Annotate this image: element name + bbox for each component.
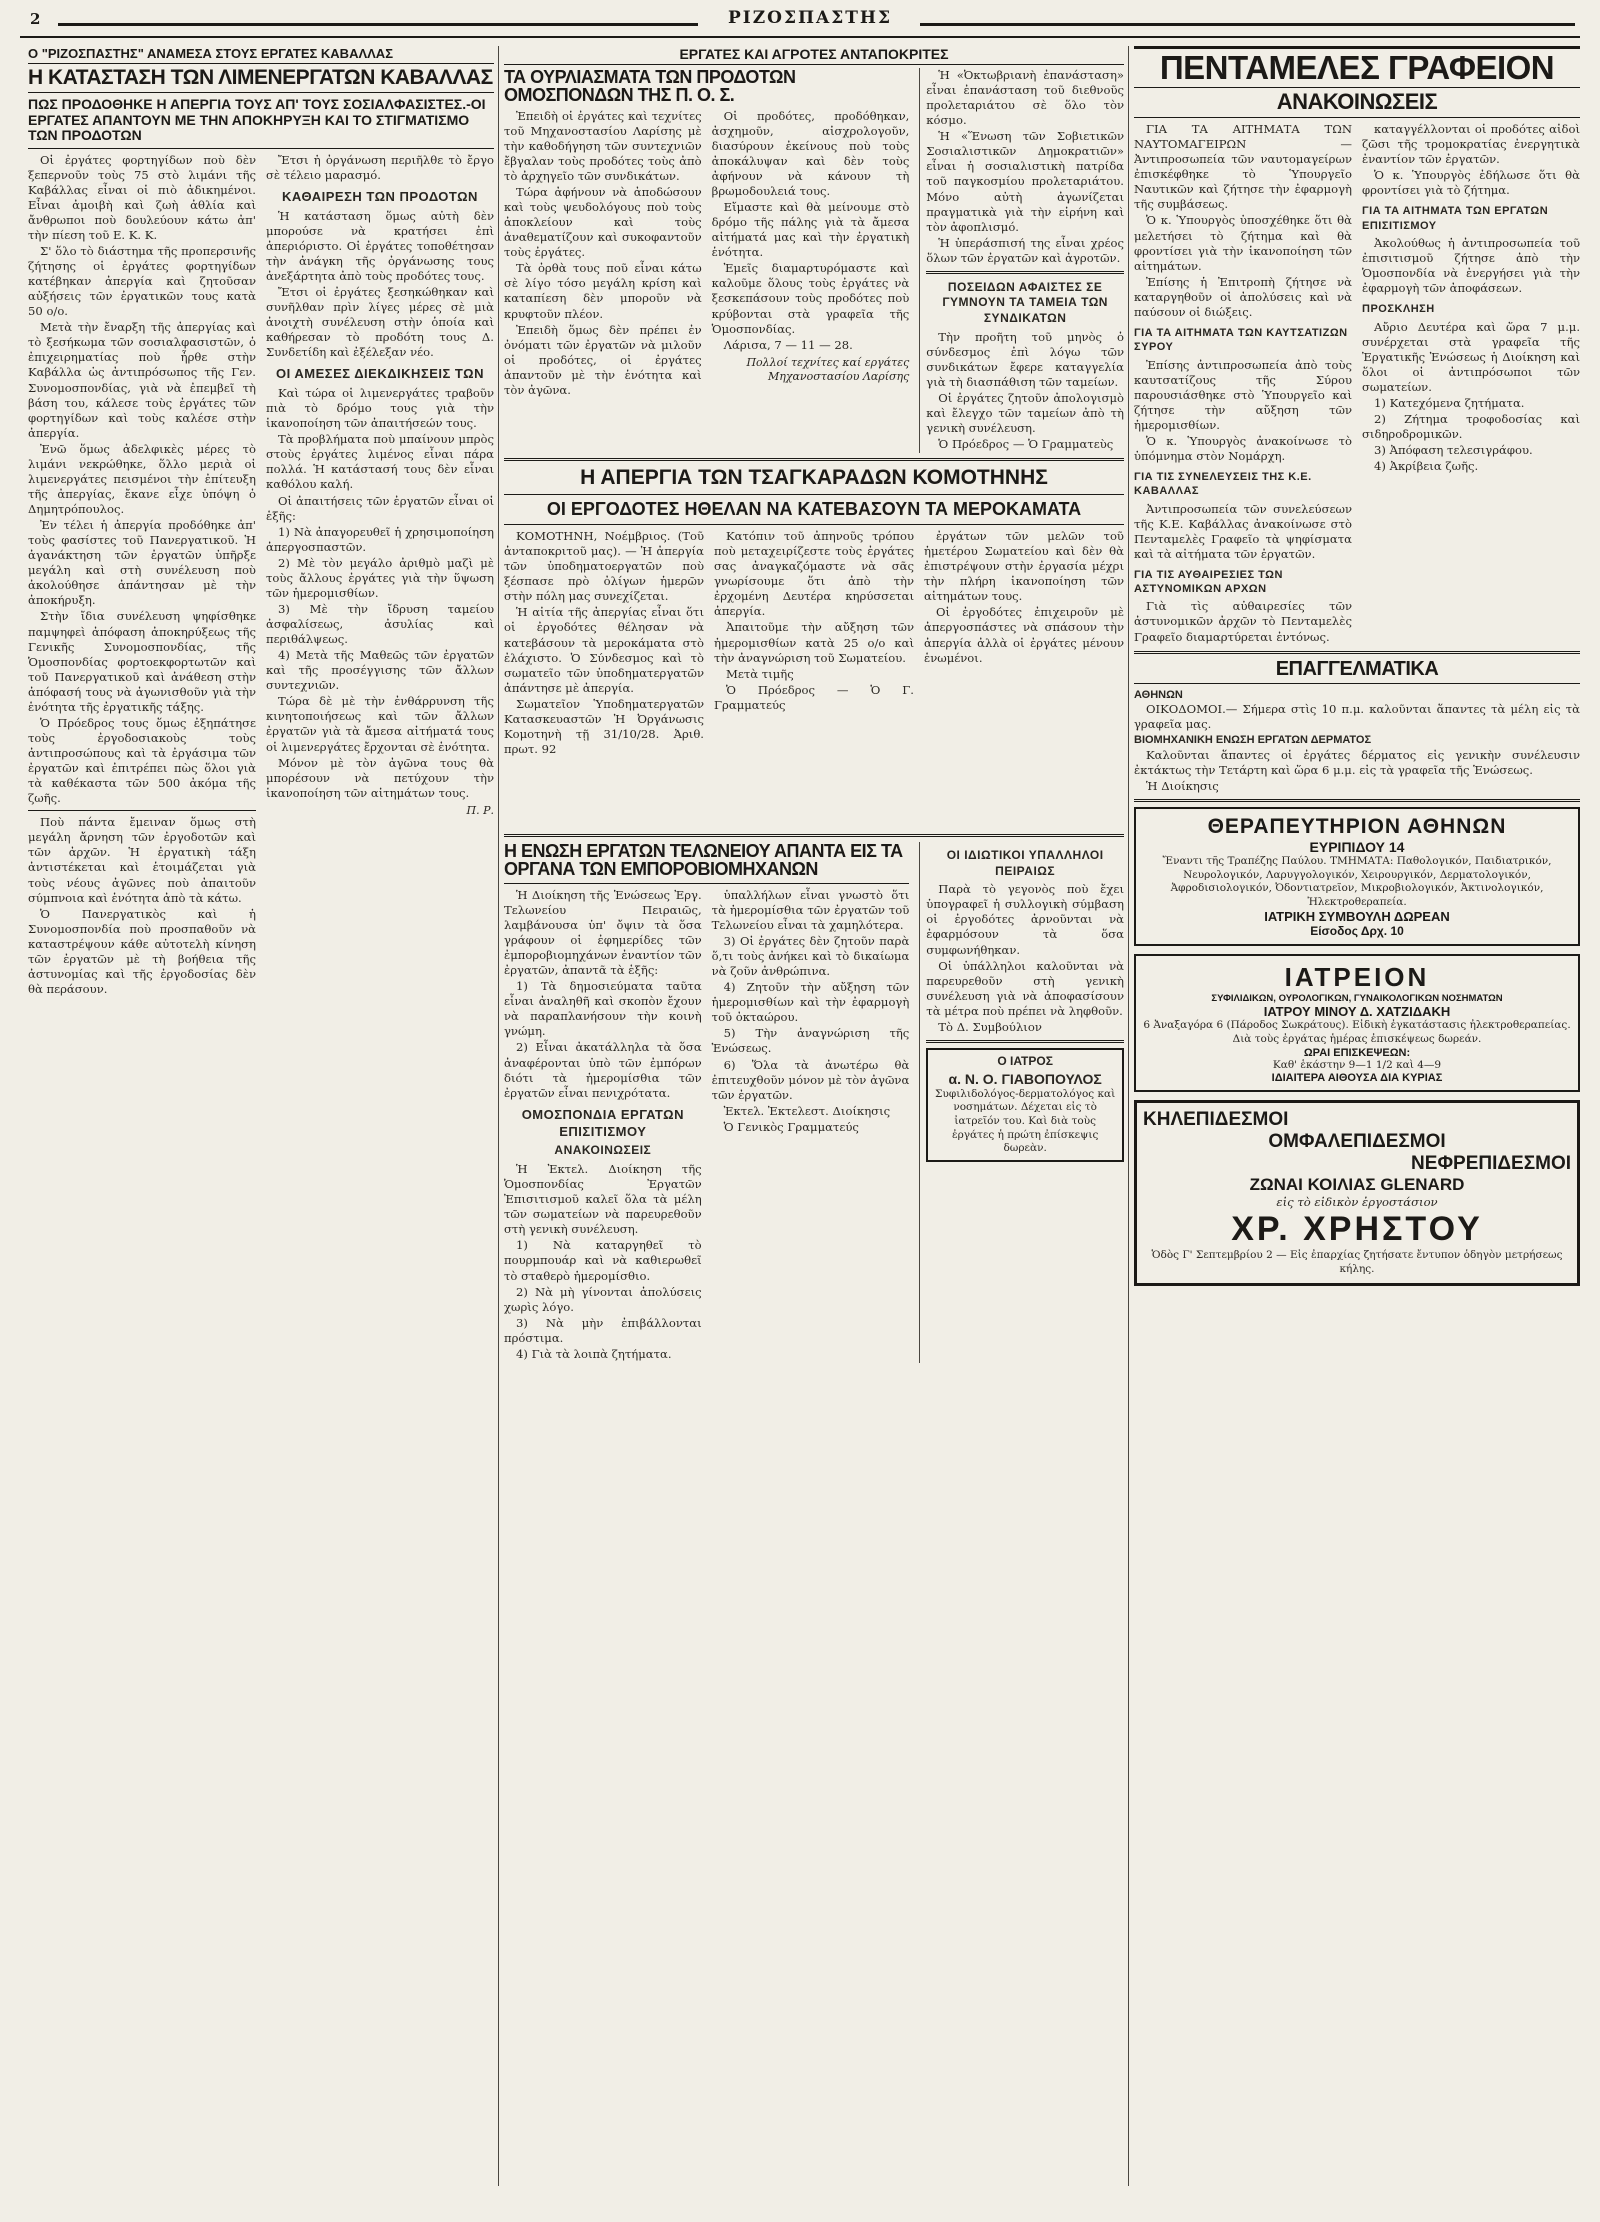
column-left bbox=[28, 46, 494, 2186]
article: Η ΕΝΩΣΗ ΕΡΓΑΤΩΝ ΤΕΛΩΝΕΙΟΥ ΑΠΑΝΤΑ ΕΙΣ ΤΑ ΟΡΓΑΝΑ ΤΩΝ ΕΜΠΟΡΟΒΙΟΜΗΧΑΝΩΝ Ἡ Διοίκηση τῆς Ἑνώσεως Ἐργ. Τελωνείου Πειραιῶς, λαμβάνουσα ὑπ' ὄψιν τὰ ὅσα γράφουν οἱ ἐφημερίδες τῶν ἐμποροβιομηχάνων ἐναντίον τῶν ἐργατῶν, ἀπαντᾶ τὰ ἑξῆς: 1) Τὰ δημοσιεύματα ταῦτα εἶναι ἀναληθῆ καὶ σκοπὸν ἔχουν νὰ παραπλανήσουν τὴν κοινὴ γνώμη. 2) Εἶναι ἀκατάλληλα τὰ ὅσα ἀναφέρονται ὑπὸ τῶν ἐμπόρων διότι τὰ ἡμερομίσθια τῶν ἐργατῶν εἶναι πενιχρότατα. ΟΜΟΣΠΟΝΔΙΑ ΕΡΓΑΤΩΝ ΕΠΙΣΙΤΙΣΜΟΥ ΑΝΑΚΟΙΝΩΣΕΙΣ Ἡ Ἐκτελ. Διοίκηση τῆς Ὁμοσπονδίας Ἐργατῶν Ἐπισιτισμοῦ καλεῖ ὅλα τὰ μέλη τῶν σωματείων νὰ παρευρεθοῦν στὴ γενικὴ συνέλευση. 1) Νὰ καταργηθεῖ τὸ πουρμπουάρ καὶ νὰ καθιερωθεῖ τὸ σταθερὸ ἡμερομίσθιο. 2) Νὰ μὴ γίνονται ἀπολύσεις χωρὶς λόγο. 3) Νὰ μὴν ἐπιβάλλονται πρόστιμα. 4) Γιὰ τὰ λοιπὰ ζητήματα. ὑπαλλήλων εἶναι γνωστὸ ὅτι τὰ ἡμερομίσθια τῶν ἐργατῶν τοῦ Τελωνείου εἶναι τὰ χαμηλότερα. 3) Οἱ ἐργάτες δὲν ζητοῦν παρὰ ὅ,τι τοὺς ἀνήκει καὶ τὸ δικαίωμα νὰ ζοῦν ἀνθρώπινα. 4) Ζητοῦν τὴν αὔξηση τῶν ἡμερομισθίων καὶ τὴν ἐφαρμογὴ τοῦ ὀκταώρου. 5) Τὴν ἀναγνώριση τῆς Ἑνώσεως. 6) Ὅλα τὰ ἀνωτέρω θὰ ἐπιτευχθοῦν μόνον μὲ τὸν ἀγῶνα τῶν ἐργατῶν. Ἐκτελ. Ἐκτελεστ. Διοίκησις Ὁ Γενικὸς Γραμματεύς bbox=[504, 841, 910, 1361]
article-headline: Η ΕΝΩΣΗ ΕΡΓΑΤΩΝ ΤΕΛΩΝΕΙΟΥ ΑΠΑΝΤΑ ΕΙΣ ΤΑ ΟΡΓΑΝΑ ΤΩΝ ΕΜΠΟΡΟΒΙΟΜΗΧΑΝΩΝ bbox=[504, 841, 903, 880]
divider bbox=[28, 92, 494, 93]
article-kicker: Ο "ΡΙΖΟΣΠΑΣΤΗΣ" ΑΝΑΜΕΣΑ ΣΤΟΥΣ ΕΡΓΑΤΕΣ ΚΑΒΑΛΛΑΣ bbox=[28, 46, 494, 64]
middle-bottom bbox=[504, 842, 1124, 1363]
divider bbox=[28, 148, 494, 149]
middle-top bbox=[504, 68, 1124, 453]
article-headline: Η ΑΠΕΡΓΙΑ ΤΩΝ ΤΣΑΓΚΑΡΑΔΩΝ ΚΟΜΟΤΗΝΗΣ bbox=[580, 466, 1048, 490]
article-headline: Η ΚΑΤΑΣΤΑΣΗ ΤΩΝ ΛΙΜΕΝΕΡΓΑΤΩΝ ΚΑΒΑΛΛΑΣ bbox=[28, 66, 493, 89]
article-text-col: Ἔτσι ἡ ὀργάνωση περιῆλθε τὸ ἔργο σὲ τέλειο μαρασμό. ΚΑΘΑΙΡΕΣΗ ΤΩΝ ΠΡΟΔΟΤΩΝ Ἡ κατάσταση ὅμως αὐτὴ δὲν μπορούσε νὰ κρατήσει ἐπὶ ἀπεριόριστο. Οἱ ἐργάτες τοποθέτησαν τὴν ἀνάγκη τῆς ὀργάνωσης τους ἀνεξάρτητα ἀπὸ τοὺς προδότες τους. Ἔτσι οἱ ἐργάτες ξεσηκώθηκαν καὶ συνῆλθαν πρὶν λίγες μέρες σὲ μιὰ ἀνοιχτὴ συνέλευση στὴν ὁποία καὶ καθήρεσαν τὸ προδότη τους Δ. Συνδετίδη καὶ ἐξέλεξαν νέο. ΟΙ ΑΜΕΣΕΣ ΔΙΕΚΔΙΚΗΣΕΙΣ ΤΩΝ Καὶ τώρα οἱ λιμενεργάτες τραβοῦν πιὰ τὸ δρόμο τους γιὰ τὴν ἱκανοποίηση τῶν ἀπαιτήσεών τους. Τὰ προβλήματα ποὺ μπαίνουν μπρὸς στοὺς ἐργάτες λιμένος εἶναι πάρα πολλά. Ἡ κατάστασή τους δὲν εἶναι καθόλου καλή. Οἱ ἀπαιτήσεις τῶν ἐργατῶν εἶναι οἱ ἑξῆς: 1) Νὰ ἀπαγορευθεῖ ἡ χρησιμοποίηση ἀπεργοσπαστῶν. 2) Μὲ τὸν μεγάλο ἀριθμὸ μαζὶ μὲ τοὺς ἄλλους ἐργάτες γιὰ τὴν ὕψωση τῶν ἡμερομισθίων. 3) Μὲ τὴν ἴδρυση ταμείου ἀσφαλίσεως, ἀσυλίας καὶ περιθάλψεως. 4) Μετὰ τῆς Μαθεῶς τῶν ἐργατῶν καὶ τῆς προσέγγισης τῶν ἄλλων συντεχνιῶν. Τώρα δὲ μὲ τὴν ἐνθάρρυνση τῆς κινητοποιήσεως καὶ τῶν ἄλλων ἐργατῶν γιὰ τὰ ἄμεσα αἰτήματά τους οἱ λιμενεργάτες ἔρχονται σὲ ἑνότητα. Μόνον μὲ τὸν ἀγῶνα τους θὰ μπορέσουν νὰ πετύχουν τὴν ἱκανοποίηση τῶν αἰτημάτων τους. Π. Ρ. bbox=[266, 152, 494, 817]
ad-line: ΝΕΦΡΕΠΙΔΕΣΜΟΙ bbox=[1411, 1153, 1571, 1175]
ad-name: ΙΑΤΡΟΥ ΜΙΝΟΥ Δ. ΧΑΤΖΙΔΑΚΗ bbox=[1263, 1004, 1451, 1020]
column-rule bbox=[1128, 46, 1129, 2186]
section-heading: ΠΡΟΣΚΛΗΣΗ bbox=[1362, 303, 1435, 316]
doctor-ad: Ο ΙΑΤΡΟΣ α. Ν. Ο. ΓΙΑΒΟΠΟΥΛΟΣ Συφιλιδολόγος-δερματολόγος καὶ νοσημάτων. Δέχεται εἰς τὸ ἰατρεῖόν του. Καὶ διὰ τοὺς ἐργάτες ἡ πρώτη ἐπίσκεψις δωρεὰν. bbox=[926, 1048, 1124, 1162]
ad-address: ΕΥΡΙΠΙΔΟΥ 14 bbox=[1309, 838, 1405, 855]
section-heading: ΚΑΘΑΙΡΕΣΗ ΤΩΝ ΠΡΟΔΟΤΩΝ bbox=[282, 188, 478, 204]
signature: Πολλοί τεχνίτες καί εργάτες Μηχανοστασίου Λαρίσης bbox=[746, 355, 910, 384]
ad-line: ΙΑΤΡΙΚΗ ΣΥΜΒΟΥΛΗ ΔΩΡΕΑΝ bbox=[1264, 909, 1450, 925]
ad-line: ΖΩΝΑΙ ΚΟΙΛΙΑΣ GLENARD bbox=[1249, 1175, 1465, 1195]
divider bbox=[1134, 683, 1580, 684]
divider bbox=[1134, 117, 1580, 118]
ad-hours: ΩΡΑΙ ΕΠΙΣΚΕΨΕΩΝ: bbox=[1303, 1046, 1411, 1059]
classifieds-item: ΒΙΟΜΗΧΑΝΙΚΗ ΕΝΩΣΗ ΕΡΓΑΤΩΝ ΔΕΡΜΑΤΟΣ bbox=[1134, 734, 1372, 747]
section-heading: ΟΙ ΑΜΕΣΕΣ ΔΙΕΚΔΙΚΗΣΕΙΣ ΤΩΝ bbox=[276, 366, 484, 382]
iatreion-ad: ΙΑΤΡΕΙΟΝ ΣΥΦΙΛΙΔΙΚΩΝ, ΟΥΡΟΛΟΓΙΚΩΝ, ΓΥΝΑΙΚΟΛΟΓΙΚΩΝ ΝΟΣΗΜΑΤΩΝ ΙΑΤΡΟΥ ΜΙΝΟΥ Δ. ΧΑΤΖΙΔΑΚΗ 6 Ἀναξαγόρα 6 (Πάροδος Σωκράτους). Εἰδικὴ ἐγκατάστασις ἠλεκτροθεραπείας. Διὰ τοὺς ἐργάτας ἡμέρας ἐπισκέψεως δωρεάν. ΩΡΑΙ ΕΠΙΣΚΕΨΕΩΝ: Καθ' ἑκάστην 9—1 1/2 καὶ 4—9 ΙΔΙΑΙΤΕΡΑ ΑΙΘΟΥΣΑ ΔΙΑ ΚΥΡΙΑΣ bbox=[1134, 954, 1580, 1092]
section-heading: ΓΙΑ ΤΑ ΑΙΤΗΜΑΤΑ ΤΩΝ ΚΑΥΤΣΑΤΙΖΩΝ ΣΥΡΟΥ bbox=[1134, 326, 1348, 354]
divider bbox=[28, 810, 256, 811]
divider bbox=[926, 1040, 1124, 1043]
signature: Π. Ρ. bbox=[466, 803, 494, 817]
divider bbox=[504, 494, 1124, 495]
ad-title: ΘΕΡΑΠΕΥΤΗΡΙΟΝ ΑΘΗΝΩΝ bbox=[1207, 814, 1507, 838]
article-headline: ΟΙ ΕΡΓΟΔΟΤΕΣ ΗΘΕΛΑΝ ΝΑ ΚΑΤΕΒΑΣΟΥΝ ΤΑ ΜΕΡΟΚΑΜΑΤΑ bbox=[546, 499, 1082, 520]
masthead-rule-left bbox=[58, 23, 698, 26]
therapeutirion-ad: ΘΕΡΑΠΕΥΤΗΡΙΟΝ ΑΘΗΝΩΝ ΕΥΡΙΠΙΔΟΥ 14 Ἔναντι τῆς Τραπέζης Παύλου. ΤΜΗΜΑΤΑ: Παθολογικόν, Παιδιατρικόν, Νευρολογικόν, Λαρυγγολογικόν, Χειρουργικόν, Δερματολογικόν, Ἀφροδισιολογικόν, Ὀδοντιατρεῖον, Μικροβιολογικόν, Ἀκτινολογικόν, Ἠλεκτροθεραπεία. ΙΑΤΡΙΚΗ ΣΥΜΒΟΥΛΗ ΔΩΡΕΑΝ Είσοδος Δρχ. 10 bbox=[1134, 807, 1580, 947]
classifieds-city: ΑΘΗΝΩΝ bbox=[1134, 688, 1183, 701]
ad-line: ΟΜΦΑΛΕΠΙΔΕΣΜΟΙ bbox=[1268, 1131, 1446, 1153]
section-subheadline: ΑΝΑΚΟΙΝΩΣΕΙΣ bbox=[1276, 88, 1438, 114]
section-heading: ΓΙΑ ΤΑ ΑΙΤΗΜΑΤΑ ΤΩΝ ΕΡΓΑΤΩΝ ΕΠΙΣΙΤΙΣΜΟΥ bbox=[1362, 205, 1549, 232]
ad-subtitle: ΣΥΦΙΛΙΔΙΚΩΝ, ΟΥΡΟΛΟΓΙΚΩΝ, ΓΥΝΑΙΚΟΛΟΓΙΚΩΝ ΝΟΣΗΜΑΤΩΝ bbox=[1211, 993, 1503, 1005]
paper-name: ΡΙΖΟΣΠΑΣΤΗΣ bbox=[728, 8, 892, 28]
column-right: ΠΕΝΤΑΜΕΛΕΣ ΓΡΑΦΕΙΟΝ ΑΝΑΚΟΙΝΩΣΕΙΣ ΓΙΑ ΤΑ ΑΙΤΗΜΑΤΑ ΤΩΝ ΝΑΥΤΟΜΑΓΕΙΡΩΝ — Ἀντιπροσωπεία τῶν ναυτομαγείρων ἐπισκέφθηκε τὸ Ὑπουργεῖο Ναυτικῶν καὶ ζήτησε τὴν ἐφαρμογὴ τῆς συμβάσεως. Ὁ κ. Ὑπουργὸς ὑποσχέθηκε ὅτι θὰ μελετήσει τὸ ζήτημα καὶ θὰ φροντίσει γιὰ τὴν ἱκανοποίηση τῶν αἰτημάτων. Ἐπίσης ἡ Ἐπιτροπὴ ζήτησε νὰ καταργηθοῦν οἱ ἀπολύσεις καὶ νὰ παύσουν οἱ διώξεις. ΓΙΑ ΤΑ ΑΙΤΗΜΑΤΑ ΤΩΝ ΚΑΥΤΣΑΤΙΖΩΝ ΣΥΡΟΥ Ἐπίσης ἀντιπροσωπεία ἀπὸ τοὺς καυτσατίζους τῆς Σύρου παρουσιάσθηκε στὸ Ὑπουργεῖο καὶ ζήτησε τὴν αὔξηση τῶν ἡμερομισθίων. Ὁ κ. Ὑπουργὸς ἀνακοίνωσε τὸ ὑπόμνημα στὸν Νομάρχη. ΓΙΑ ΤΙΣ ΣΥΝΕΛΕΥΣΕΙΣ ΤΗΣ Κ.Ε. ΚΑΒΑΛΛΑΣ Ἀντιπροσωπεία τῶν συνελεύσεων τῆς Κ.Ε. Καβάλλας ἀνακοίνωσε στὸ Πενταμελὲς Γραφεῖο τὰ ψηφίσματα καὶ τὰ αἰτήματα τῶν ἐργατῶν. ΓΙΑ ΤΙΣ ΑΥΘΑΙΡΕΣΙΕΣ ΤΩΝ ΑΣΤΥΝΟΜΙΚΩΝ ΑΡΧΩΝ Γιὰ τὶς αὐθαιρεσίες τῶν ἀστυνομικῶν ἀρχῶν τὸ Πενταμελὲς Γραφεῖο διαμαρτύρεται ἐντόνως. καταγγέλλονται οἱ προδότες αἰδοὶ ζῶσι τῆς τρομοκρατίας ἐνεργητικὰ ἐναντίον τῶν ἐργατῶν. Ὁ κ. Ὑπουργὸς ἐδήλωσε ὅτι θὰ φροντίσει γιὰ τὸ ζήτημα. ΓΙΑ ΤΑ ΑΙΤΗΜΑΤΑ ΤΩΝ ΕΡΓΑΤΩΝ ΕΠΙΣΙΤΙΣΜΟΥ Ἀκολούθως ἡ ἀντιπροσωπεία τοῦ ἐπισιτισμοῦ ζήτησε ἀπὸ τὴν Ὁμοσπονδία νὰ ἐνεργήσει γιὰ τὴν ἐφαρμογὴ τῶν ἀποφάσεων. ΠΡΟΣΚΛΗΣΗ Αὔριο Δευτέρα καὶ ὥρα 7 μ.μ. συνέρχεται στὰ γραφεῖα τῆς Ἐργατικῆς Ἑνώσεως ἡ Διοίκηση καὶ ὅλοι οἱ ἀντιπρόσωποι τῶν σωματείων. 1) Κατεχόμενα ζητήματα. 2) Ζήτημα τροφοδοσίας καὶ σιδηροδρομικῶν. 3) Ἀπόφαση τελεσιγράφου. 4) Ἀκρίβεια ζωῆς. ΕΠΑΓΓΕΛΜΑΤΙΚΑ ΑΘΗΝΩΝ ΟΙΚΟΔΟΜΟΙ.— Σήμερα στὶς 10 π.μ. καλοῦνται ἅπαντες τὰ μέλη εἰς τὰ γραφεῖα μας. ΒΙΟΜΗΧΑΝΙΚΗ ΕΝΩΣΗ ΕΡΓΑΤΩΝ ΔΕΡΜΑΤΟΣ Καλοῦνται ἅπαντες οἱ ἐργάτες δέρματος εἰς γενικὴν συνέλευσιν ἐκτάκτως τὴν Τετάρτη καὶ ὥρα 6 μ.μ. εἰς τὰ γραφεῖα τῆς Ἑνώσεως. Ἡ Διοίκησις ΘΕΡΑΠΕΥΤΗΡΙΟΝ ΑΘΗΝΩΝ ΕΥΡΙΠΙΔΟΥ 14 Ἔναντι τῆς Τραπέζης Παύλου. ΤΜΗΜΑΤΑ: Παθολογικόν, Παιδιατρικόν, Νευρολογικόν, Λαρυγγολογικόν, Χειρουργικόν, Δερματολογικόν, Ἀφροδισιολογικόν, Ὀδοντιατρεῖον, Μικροβιολογικόν, Ἀκτινολογικόν, Ἠλεκτροθεραπεία. ΙΑΤΡΙΚΗ ΣΥΜΒΟΥΛΗ ΔΩΡΕΑΝ Είσοδος Δρχ. 10 ΙΑΤΡΕΙΟΝ ΣΥΦΙΛΙΔΙΚΩΝ, ΟΥΡΟΛΟΓΙΚΩΝ, ΓΥΝΑΙΚΟΛΟΓΙΚΩΝ ΝΟΣΗΜΑΤΩΝ ΙΑΤΡΟΥ ΜΙΝΟΥ Δ. ΧΑΤΖΙΔΑΚΗ 6 Ἀναξαγόρα 6 (Πάροδος Σωκράτους). Εἰδικὴ ἐγκατάστασις ἠλεκτροθεραπείας. Διὰ τοὺς ἐργάτας ἡμέρας ἐπισκέψεως δωρεάν. ΩΡΑΙ ΕΠΙΣΚΕΨΕΩΝ: Καθ' ἑκάστην 9—1 1/2 καὶ 4—9 ΙΔΙΑΙΤΕΡΑ ΑΙΘΟΥΣΑ ΔΙΑ ΚΥΡΙΑΣ ΚΗΛΕΠΙΔΕΣΜΟΙ ΟΜΦΑΛΕΠΙΔΕΣΜΟΙ ΝΕΦΡΕΠΙΔΕΣΜΟΙ ΖΩΝΑΙ ΚΟΙΛΙΑΣ GLENARD εἰς τὸ εἰδικὸν ἐργοστάσιον ΧΡ. ΧΡΗΣΤΟΥ Ὁδὸς Γ' Σεπτεμβρίου 2 — Εἰς ἐπαρχίας ζητήσατε ἔντυπον ὁδηγὸν μετρήσεως κήλης. bbox=[1134, 46, 1580, 2186]
divider bbox=[926, 271, 1124, 274]
ad-fee: Είσοδος Δρχ. 10 bbox=[1310, 924, 1404, 939]
ad-name: ΧΡ. ΧΡΗΣΤΟΥ bbox=[1231, 1210, 1483, 1249]
article-headline: ΤΑ ΟΥΡΛΙΑΣΜΑΤΑ ΤΩΝ ΠΡΟΔΟΤΩΝ ΟΜΟΣΠΟΝΔΩΝ ΤΗΣ Π. Ο. Σ. bbox=[504, 67, 796, 106]
divider bbox=[1134, 651, 1580, 654]
divider bbox=[504, 883, 909, 884]
column-middle bbox=[504, 46, 1124, 2186]
divider bbox=[1134, 799, 1580, 802]
article-sidebar: Ἡ «Ὀκτωβριανὴ ἐπανάσταση» εἶναι ἐπανάσταση τοῦ διεθνοῦς προλεταριάτου σὲ ὅλο τὸν κόσμο. Ἡ «Ἕνωση τῶν Σοβιετικῶν Σοσιαλιστικῶν Δημοκρατιῶν» εἶναι ἡ σοσιαλιστικὴ πατρίδα τοῦ παγκοσμίου προλεταριάτου. Μόνο αὐτὴ ἀγωνίζεται πραγματικὰ γιὰ τὴν εἰρήνη καὶ τὸν ἀφοπλισμό. Ἡ ὑπεράσπισή της εἶναι χρέος ὅλων τῶν ἐργατῶν καὶ ἀγροτῶν. ΠΟΣΕΙΔΩΝ ΑΦΑΙΣΤΕΣ ΣΕ ΓΥΜΝΟΥΝ ΤΑ ΤΑΜΕΙΑ ΤΩΝ ΣΥΝΔΙΚΑΤΩΝ Τὴν προῆτη τοῦ μηνὸς ὁ σύνδεσμος ἐπὶ λόγω τῶν συνδικάτων ἔφερε καταγγελία γιὰ τὴ διασπάθιση τῶν ταμείων. Οἱ ἐργάτες ζητοῦν ἀπολογισμὸ καὶ ἔλεγχο τῶν ταμείων ἀπὸ τὴ γενικὴ συνέλευση. Ὁ Πρόεδρος — Ὁ Γραμματεὺς bbox=[919, 68, 1124, 453]
classifieds: ΑΘΗΝΩΝ ΟΙΚΟΔΟΜΟΙ.— Σήμερα στὶς 10 π.μ. καλοῦνται ἅπαντες τὰ μέλη εἰς τὰ γραφεῖα μας. ΒΙΟΜΗΧΑΝΙΚΗ ΕΝΩΣΗ ΕΡΓΑΤΩΝ ΔΕΡΜΑΤΟΣ Καλοῦνται ἅπαντες οἱ ἐργάτες δέρματος εἰς γενικὴν συνέλευσιν ἐκτάκτως τὴν Τετάρτη καὶ ὥρα 6 μ.μ. εἰς τὰ γραφεῖα τῆς Ἑνώσεως. Ἡ Διοίκησις bbox=[1134, 688, 1580, 793]
section-heading: ΟΜΟΣΠΟΝΔΙΑ ΕΡΓΑΤΩΝ ΕΠΙΣΙΤΙΣΜΟΥ bbox=[521, 1106, 684, 1139]
divider bbox=[504, 458, 1124, 461]
section-headline: ΠΕΝΤΑΜΕΛΕΣ ΓΡΑΦΕΙΟΝ bbox=[1134, 46, 1580, 88]
section-heading: ΓΙΑ ΤΙΣ ΣΥΝΕΛΕΥΣΕΙΣ ΤΗΣ Κ.Ε. ΚΑΒΑΛΛΑΣ bbox=[1134, 470, 1312, 498]
article-text-col: Οἱ ἐργάτες φορτηγίδων ποὺ δὲν ξεπερνοῦν τοὺς 75 στὸ λιμάνι τῆς Καβάλλας εἶναι οἱ πιὸ ἀδικημένοι. Εἶναι ἀμοιβὴ καὶ ζωὴ ἀθλία καὶ ἄνθρωποι ποὺ δουλεύουν κάτω ἀπ' τὴν πίεση τοῦ Ε. Κ. Κ. Σ' ὅλο τὸ διάστημα τῆς προπερσινῆς ζήτησης οἱ ἐργάτες φορτηγίδων κατέβηκαν ἀπεργία καὶ ζητοῦσαν αὐξήσεις τῶν ἐργατικῶν τους κατὰ 50 ο/ο. Μετὰ τὴν ἔναρξη τῆς ἀπεργίας καὶ τὸ ξεσήκωμα τῶν σοσιαλφασιστῶν, ὁ ἐπιχειρηματίας ποὺ ἦρθε στὴν Καβάλλα ὡς ἀντιπρόσωπος τῆς Γεν. Συνομοσπονδίας, γιὰ νὰ ἐπεμβεῖ τὴ βάση του, κάλεσε τοὺς ἐργάτες τῶν φορτηγίδων καὶ τοὺς καλέσε στὴν ἀπεργία. Ἐνῶ ὅμως ἀδελφικὲς μέρες τὸ λιμάνι νεκρώθηκε, ὅλλο μεριὰ οἱ λιμενεργάτες πεισμένοι τὴν ἐπίτευξη τῆς ἀπεργίας, ἔκανε εἶχε ὑπόψη ὁ Δημητρόπουλος. Ἐν τέλει ἡ ἀπεργία προδόθηκε ἀπ' τοὺς φασίστες τοῦ Πανεργατικοῦ. Ἡ ἀγανάκτηση τῶν ἐργατῶν ὑπῆρξε μεγάλη καὶ στὴ συνέλευση ποὺ ἀκολούθησε ἀπάντησαν μὲ τὴν ἀποκήρυξη. Στὴν ἴδια συνέλευση ψηφίσθηκε παμψηφεὶ ἀπόφαση ἀποκηρύξεως τῆς Γενικῆς Συνομοσπονδίας, τῆς Ὁμοσπονδίας φορτοεκφορτωτῶν καὶ τοῦ Πανεργατικοῦ καὶ ἀνάθεση στὴν ἀπόφασή τους νὰ ἀγωνισθοῦν γιὰ τὴν ἑνότητα τῆς ἐργατικῆς τάξης. Ὁ Πρόεδρος τους ὅμως ἐξηπάτησε τοὺς ἐργοδοσιακοὺς τοὺς ἀντιπροσώπους καὶ τὰ ἐργάσιμα τῶν ἐργατῶν καὶ ἐπιτρέπει πὼς ὅλοι γιὰ τὰ καθέκαστα τῶν 500 ἀκόμα τῆς ζωῆς. Ποὺ πάντα ἔμειναν ὅμως στὴ μεγάλη ἄρνηση τῶν ἐργοδοτῶν καὶ τῶν ἀρχῶν. Ἡ ἐργατικὴ τάξη ἀντιστέκεται καὶ ἑτοιμάζεται γιὰ τοὺς νέους ἀγῶνες ποὺ ἀπαιτοῦν σύμπνοια καὶ ἑνότητα ἀπὸ τὰ κάτω. Ὁ Πανεργατικὸς καὶ ἡ Συνομοσπονδία ποὺ προσπαθοῦν νὰ καταστρέψουν κάθε αὐτοτελὴ κίνηση τῶν ἐργατῶν μὲ τὴ βοήθεια τῆς ἀστυνομίας καὶ τῆς ἐργοδοσίας δὲν θὰ περάσουν. bbox=[28, 152, 256, 996]
section-heading: ΠΟΣΕΙΔΩΝ ΑΦΑΙΣΤΕΣ ΣΕ ΓΥΜΝΟΥΝ ΤΑ ΤΑΜΕΙΑ ΤΩΝ ΣΥΝΔΙΚΑΤΩΝ bbox=[942, 279, 1108, 325]
column-rule bbox=[498, 46, 499, 2186]
masthead-underline bbox=[20, 36, 1580, 38]
ad-room: ΙΔΙΑΙΤΕΡΑ ΑΙΘΟΥΣΑ ΔΙΑ ΚΥΡΙΑΣ bbox=[1271, 1072, 1443, 1085]
ad-title: ΙΑΤΡΕΙΟΝ bbox=[1284, 962, 1430, 993]
section-heading: ΟΙ ΙΔΙΩΤΙΚΟΙ ΥΠΑΛΛΗΛΟΙ ΠΕΙΡΑΙΩΣ bbox=[946, 848, 1104, 878]
masthead bbox=[20, 8, 1580, 30]
divider bbox=[504, 834, 1124, 837]
ad-name: α. Ν. Ο. ΓΙΑΒΟΠΟΥΛΟΣ bbox=[948, 1070, 1102, 1087]
section-subheading: ΑΝΑΚΟΙΝΩΣΕΙΣ bbox=[554, 1143, 652, 1158]
article-subhead: ΠΩΣ ΠΡΟΔΟΘΗΚΕ Η ΑΠΕΡΓΙΑ ΤΟΥΣ ΑΠ' ΤΟΥΣ ΣΟΣΙΑΛΦΑΣΙΣΤΕΣ.-ΟΙ ΕΡΓΑΤΕΣ ΑΠΑΝΤΟΥΝ ΜΕ ΤΗΝ ΑΠΟΚΗΡΥΞΗ ΚΑΙ ΤΟ ΣΤΙΓΜΑΤΙΣΜΟ ΤΩΝ ΠΡΟΔΟΤΩΝ bbox=[28, 96, 486, 144]
divider bbox=[504, 524, 1124, 525]
masthead-rule-right bbox=[920, 23, 1575, 26]
ad-label: Ο ΙΑΤΡΟΣ bbox=[997, 1053, 1053, 1068]
section-kicker: ΕΡΓΑΤΕΣ ΚΑΙ ΑΓΡΟΤΕΣ ΑΝΤΑΠΟΚΡΙΤΕΣ bbox=[504, 46, 1124, 65]
article-sidebar: ΟΙ ΙΔΙΩΤΙΚΟΙ ΥΠΑΛΛΗΛΟΙ ΠΕΙΡΑΙΩΣ Παρὰ τὸ γεγονὸς ποὺ ἔχει ὑπογραφεῖ ἡ συλλογικὴ σύμβαση οἱ ἐργοδότες ἀρνοῦνται νὰ ἐφαρμόσουν τὰ ὅσα συμφωνήθηκαν. Οἱ ὑπάλληλοι καλοῦνται νὰ παρευρεθοῦν στὴ γενικὴ συνέλευση γιὰ νὰ ἀποφασίσουν τὰ μέτρα ποὺ πρέπει νὰ ληφθοῦν. Τὸ Δ. Συμβούλιον Ο ΙΑΤΡΟΣ α. Ν. Ο. ΓΙΑΒΟΠΟΥΛΟΣ Συφιλιδολόγος-δερματολόγος καὶ νοσημάτων. Δέχεται εἰς τὸ ἰατρεῖόν του. Καὶ διὰ τοὺς ἐργάτες ἡ πρώτη ἐπίσκεψις δωρεὰν. bbox=[919, 842, 1124, 1363]
ad-line: εἰς τὸ εἰδικὸν ἐργοστάσιον bbox=[1276, 1195, 1438, 1210]
section-heading: ΕΠΑΓΓΕΛΜΑΤΙΚΑ bbox=[1275, 657, 1439, 680]
article-body: ΚΟΜΟΤΗΝΗ, Νοέμβριος. (Τοῦ ἀνταποκριτοῦ μας). — Ἡ ἀπεργία τῶν ὑποδηματοεργατῶν ποὺ ξέσπασε πρὸ ὀλίγων ἡμερῶν στὴν πόλη μας συνεχίζεται. Ἡ αἰτία τῆς ἀπεργίας εἶναι ὅτι οἱ ἐργοδότες θέλησαν νὰ κατεβάσουν τὰ μεροκάματα στὸ ἐλάχιστο. Ὁ Σύνδεσμος καὶ τὸ σωματεῖο τῶν ὑποδηματεργατῶν ἀπάντησε μὲ ἀπεργία. Σωματεῖον Ὑποδηματεργατῶν Κατασκευαστῶν Ἡ Ὀργάνωσις Κομοτηνὴ τῇ 31/10/28. Ἀριθ. πρωτ. 92 Κατόπιν τοῦ ἀπηνοῦς τρόπου ποὺ μεταχειρίζεστε τοὺς ἐργάτες σας ἀναγκαζόμαστε νὰ σᾶς γνωρίσουμε ὅτι ἀπὸ τὴν ἐρχομένη Δευτέρα κηρύσσεται ἀπεργία. Ἀπαιτοῦμε τὴν αὔξηση τῶν ἡμερομισθίων κατὰ 25 ο/ο καὶ τὴν ἀναγνώριση τοῦ Σωματείου. Μετὰ τιμῆς Ὁ Πρόεδρος — Ὁ Γ. Γραμματεύς ἐργάτων τῶν μελῶν τοῦ ἡμετέρου Σωματείου καὶ δὲν θὰ ἐπιστρέψουν στὴν ἐργασία μέχρι τὴν πλήρη ἱκανοποίηση τῶν αἰτημάτων τους. Οἱ ἐργοδότες ἐπιχειροῦν μὲ ἀπεργοσπάστες νὰ σπάσουν τὴν ἀπεργία ἀλλὰ οἱ ἐργάτες μένουν ἑνωμένοι. bbox=[504, 529, 1124, 756]
ad-line: ΚΗΛΕΠΙΔΕΣΜΟΙ bbox=[1143, 1109, 1289, 1131]
kilepidesmoi-ad: ΚΗΛΕΠΙΔΕΣΜΟΙ ΟΜΦΑΛΕΠΙΔΕΣΜΟΙ ΝΕΦΡΕΠΙΔΕΣΜΟΙ ΖΩΝΑΙ ΚΟΙΛΙΑΣ GLENARD εἰς τὸ εἰδικὸν ἐργοστάσιον ΧΡ. ΧΡΗΣΤΟΥ Ὁδὸς Γ' Σεπτεμβρίου 2 — Εἰς ἐπαρχίας ζητήσατε ἔντυπον ὁδηγὸν μετρήσεως κήλης. bbox=[1134, 1100, 1580, 1285]
article: ΤΑ ΟΥΡΛΙΑΣΜΑΤΑ ΤΩΝ ΠΡΟΔΟΤΩΝ ΟΜΟΣΠΟΝΔΩΝ ΤΗΣ Π. Ο. Σ. Ἐπειδὴ οἱ ἐργάτες καὶ τεχνίτες τοῦ Μηχανοστασίου Λαρίσης μὲ τὴν καθοδήγηση τῶν συντεχνιῶν ἔβγαλαν τοὺς προδότες τοὺς ἀπὸ τὸ ἀρχηγεῖο τῶν συνδικάτων. Τώρα ἀφήνουν νὰ ἀποδώσουν καὶ τοὺς ψευδολόγους ποὺ τοὺς ἀποκλείουν καὶ τοὺς ἀναθεματίζουν καὶ συκοφαντοῦν τοὺς ἐργάτες. Τὰ ὀρθὰ τους ποῦ εἶναι κάτω σὲ λίγο τόσο μεγάλη κρίση καὶ καταπίεση δὲν μποροῦν νὰ κρυφτοῦν πλέον. Ἐπειδὴ ὅμως δὲν πρέπει ἐν ὀνόματι τῶν ἐργατῶν νὰ μιλοῦν οἱ προδότες, οἱ ἐργάτες ἀπαντοῦν μὲ τὴν ἑνότητα καὶ τὸν ἀγῶνα. Οἱ προδότες, προδόθηκαν, ἀσχημοῦν, αἰσχρολογοῦν, διασύρουν ἐκείνους ποὺ τοὺς ἀποκάλυψαν καὶ δὲν τοὺς ἀφήνουν νὰ κάνουν τὴ βρωμοδουλειά τους. Εἴμαστε καὶ θὰ μείνουμε στὸ δρόμο τῆς πάλης γιὰ τὰ ἄμεσα αἰτήματά μας καὶ τὴν ἐργατικὴ ἑνότητα. Ἐμεῖς διαμαρτυρόμαστε καὶ καλοῦμε ὅλους τοὺς ἐργάτες νὰ ξεσκεπάσουν τοὺς προδότες ποὺ κρύβονται στὰ γραφεῖα τῆς Ὁμοσπονδίας. Λάρισα, 7 — 11 — 28. Πολλοί τεχνίτες καί εργάτες Μηχανοστασίου Λαρίσης bbox=[504, 67, 910, 397]
page-number: 2 bbox=[30, 10, 41, 28]
article-body bbox=[28, 153, 494, 998]
section-heading: ΓΙΑ ΤΙΣ ΑΥΘΑΙΡΕΣΙΕΣ ΤΩΝ ΑΣΤΥΝΟΜΙΚΩΝ ΑΡΧΩΝ bbox=[1134, 568, 1283, 596]
